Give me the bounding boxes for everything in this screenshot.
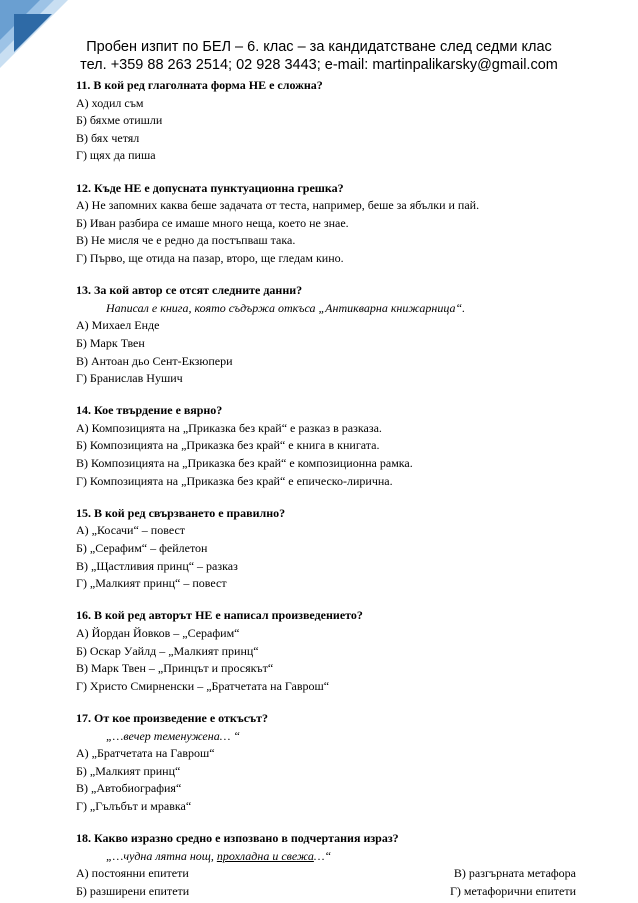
answer-option: В) Антоан дьо Сент-Екзюпери	[76, 353, 233, 368]
answer-option: Г) Композицията на „Приказка без край“ е епическо-лирична.	[76, 473, 393, 488]
header-title: Пробен изпит по БЕЛ – 6. клас – за кандидатстване след седми клас	[86, 39, 552, 55]
answer-option: А) Композицията на „Приказка без край“ е разказ в разказа.	[76, 420, 382, 435]
answer-option: А) постоянни епитети	[76, 866, 189, 881]
question-title: 13. За кой автор се отсят следните данни?	[76, 283, 303, 298]
answer-option: Б) Марк Твен	[76, 335, 145, 350]
answer-row	[76, 865, 576, 883]
answer-option: В) Композицията на „Приказка без край“ е композиционна рамка.	[76, 456, 413, 471]
question-13	[76, 282, 576, 388]
question-title: 11. В кой ред глаголната форма НЕ е сложна?	[76, 78, 323, 92]
answer-option: Г) метафорични епитети	[449, 883, 576, 898]
answer-option: Г) Първо, ще отида на пазар, второ, ще гледам кино.	[76, 250, 344, 265]
question-title: 17. От кое произведение е откъсът?	[76, 710, 269, 725]
answer-option: Г) Бранислав Нушич	[76, 371, 183, 386]
question-12	[76, 180, 576, 268]
question-prompt	[76, 848, 576, 866]
answer-option: В) разгърната метафора	[453, 866, 576, 881]
question-11	[76, 77, 576, 165]
prompt-end: …“	[313, 848, 332, 863]
header-contacts: тел. +359 88 263 2514; 02 928 3443; e-mail: martinpalikarsky@gmail.com	[80, 57, 558, 73]
answer-option: Б) разширени епитети	[76, 883, 190, 898]
question-prompt: Написал е книга, която съдържа откъса „Антикварна книжарница“.	[106, 300, 466, 315]
answer-option: А) Не запомних каква беше задачата от теста, например, беше за ябълки и пай.	[76, 198, 480, 213]
answer-option: Б) Иван разбира се имаше много неща, което не знае.	[76, 215, 349, 230]
question-16	[76, 607, 576, 695]
question-15	[76, 505, 576, 593]
question-14	[76, 402, 576, 490]
answer-option: Б) „Серафим“ – фейлетон	[76, 541, 208, 556]
answer-option: Б) Композицията на „Приказка без край“ е книга в книгата.	[76, 438, 380, 453]
answer-option: А) Йордан Йовков – „Серафим“	[76, 626, 240, 640]
question-title: 14. Кое твърдение е вярно?	[76, 403, 223, 418]
question-17	[76, 710, 576, 816]
answer-option: Г) „Малкият принц“ – повест	[76, 576, 227, 591]
answer-option: А) ходил съм	[76, 95, 144, 110]
question-title: 16. В кой ред авторът НЕ е написал произведението?	[76, 608, 363, 623]
answer-option: В) Не мисля че е редно да постъпваш така.	[76, 233, 296, 248]
answer-option: В) „Автобиография“	[76, 781, 182, 796]
answer-option: А) „Косачи“ – повест	[76, 523, 186, 538]
questions-list	[76, 77, 576, 901]
page-number: 4	[40, 31, 47, 43]
answer-option: А) Михаел Енде	[76, 318, 160, 333]
answer-option: В) „Щастливия принц“ – разказ	[76, 558, 238, 573]
answer-option: Б) бяхме отишли	[76, 113, 163, 128]
answer-row	[76, 883, 576, 901]
answer-option: Г) „Гълъбът и мравка“	[76, 798, 192, 813]
question-title: 18. Какво изразно средно е изпозвано в подчертания израз?	[76, 831, 399, 846]
question-18	[76, 830, 576, 900]
answer-option: Б) „Малкият принц“	[76, 763, 181, 778]
answer-option: В) Марк Твен – „Принцът и просякът“	[76, 661, 274, 676]
question-title: 15. В кой ред свързването е правилно?	[76, 505, 286, 520]
question-title: 12. Къде НЕ е допусната пунктуационна грешка?	[76, 180, 344, 195]
page-header	[0, 38, 638, 74]
answer-option: Б) Оскар Уайлд – „Малкият принц“	[76, 643, 259, 658]
underlined-phrase: прохладна и свежа	[216, 848, 314, 863]
answer-option: Г) щях да пиша	[76, 148, 156, 163]
answer-option: Г) Христо Смирненски – „Братчетата на Гаврош“	[76, 678, 330, 693]
answer-option: А) „Братчетата на Гаврош“	[76, 746, 215, 761]
prompt-start: „…чудна лятна нощ,	[106, 848, 217, 863]
answer-option: В) бях четял	[76, 130, 140, 145]
question-prompt: „…вечер теменужена… “	[106, 728, 241, 743]
